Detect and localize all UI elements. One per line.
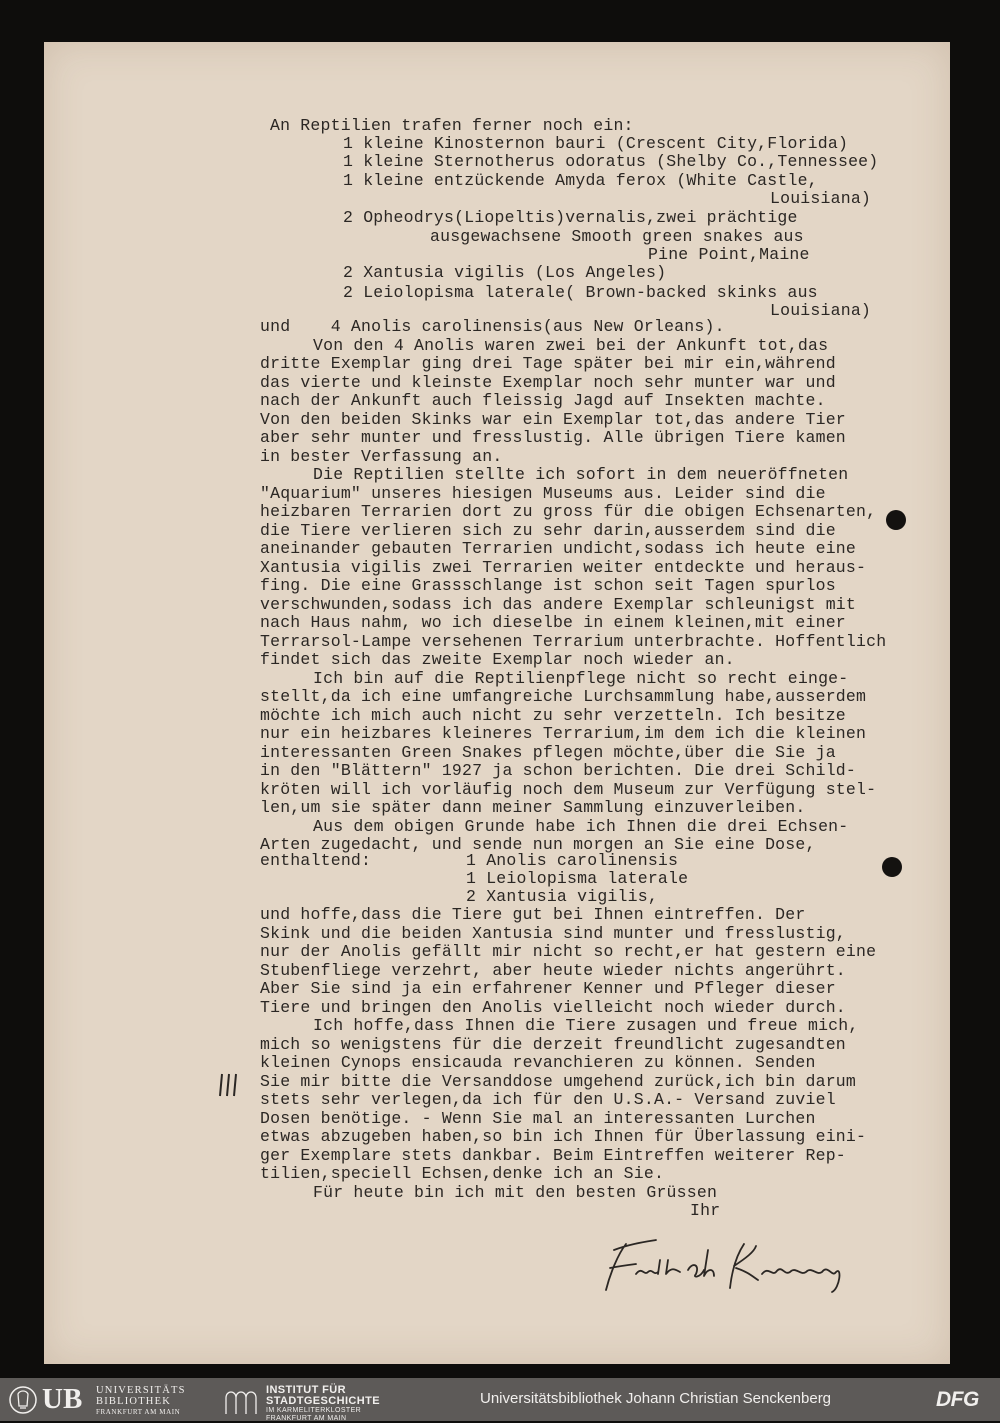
text-line: und hoffe,dass die Tiere gut bei Ihnen eintreffen. Der <box>260 905 806 924</box>
text-line: Aus dem obigen Grunde habe ich Ihnen die drei Echsen- <box>313 817 849 836</box>
text-line: mich so wenigstens für die derzeit freundlicht zugesandten <box>260 1035 846 1054</box>
text-line: Xantusia vigilis zwei Terrarien weiter entdeckte und heraus- <box>260 558 867 577</box>
text-line: Für heute bin ich mit den besten Grüssen <box>313 1183 718 1202</box>
text-line: das vierte und kleinste Exemplar noch sehr munter war und <box>260 373 836 392</box>
text-line: Stubenfliege verzehrt, aber heute wieder nichts angerührt. <box>260 961 846 980</box>
text-line: heizbaren Terrarien dort zu gross für die obigen Echsenarten, <box>260 502 877 521</box>
text-line: verschwunden,sodass ich das andere Exemplar schleunigst mit <box>260 595 856 614</box>
text-line: Aber Sie sind ja ein erfahrener Kenner und Pfleger dieser <box>260 979 836 998</box>
dfg-logo: DFG <box>936 1388 979 1411</box>
text-line: 2 Xantusia vigilis, <box>466 887 658 906</box>
text-line: stellt,da ich eine umfangreiche Lurchsammlung habe,ausserdem <box>260 687 867 706</box>
ub-logo-text <box>96 1385 186 1418</box>
isg-arches-icon <box>222 1384 258 1416</box>
text-line: interessanten Green Snakes pflegen möchte,über die Sie ja <box>260 743 836 762</box>
text-line: 2 Xantusia vigilis (Los Angeles) <box>343 263 667 282</box>
text-line: Ich bin auf die Reptilienpflege nicht so recht einge- <box>313 669 849 688</box>
text-line: Die Reptilien stellte ich sofort in dem neueröffneten <box>313 465 849 484</box>
text-line: Louisiana) <box>770 189 872 208</box>
text-line: Arten zugedacht, und sende nun morgen an Sie eine Dose, <box>260 835 816 854</box>
text-line: fing. Die eine Grassschlange ist schon seit Tagen spurlos <box>260 576 836 595</box>
text-line: aneinander gebauten Terrarien undicht,sodass ich heute eine <box>260 539 856 558</box>
text-line: und 4 Anolis carolinensis(aus New Orleans). <box>260 317 725 336</box>
text-line: nach der Ankunft auch fleissig Jagd auf Insekten machte. <box>260 391 826 410</box>
text-line: ger Exemplare stets dankbar. Beim Eintreffen weiterer Rep- <box>260 1146 846 1165</box>
text-line: Dosen benötige. - Wenn Sie mal an interessanten Lurchen <box>260 1109 816 1128</box>
isg-logo-text <box>266 1385 380 1423</box>
isg-line-1: INSTITUT FÜR <box>266 1384 346 1396</box>
text-line: in den "Blättern" 1927 ja schon berichten. Die drei Schild- <box>260 761 856 780</box>
isg-line-2: STADTGESCHICHTE <box>266 1395 380 1407</box>
text-line: Pine Point,Maine <box>648 245 810 264</box>
text-line: Von den 4 Anolis waren zwei bei der Ankunft tot,das <box>313 336 829 355</box>
text-line: 1 kleine entzückende Amyda ferox (White Castle, <box>343 171 818 190</box>
text-line: len,um sie später dann meiner Sammlung einzuverleiben. <box>260 798 806 817</box>
text-line: 1 Anolis carolinensis <box>466 851 679 870</box>
isg-line-4: FRANKFURT AM MAIN <box>266 1415 347 1422</box>
text-line: nur ein heizbares kleineres Terrarium,im dem ich die kleinen <box>260 724 867 743</box>
text-line: Ihr <box>690 1201 721 1220</box>
text-line: Von den beiden Skinks war ein Exemplar tot,das andere Tier <box>260 410 846 429</box>
punch-hole-bottom <box>882 857 902 877</box>
text-line: "Aquarium" unseres hiesigen Museums aus. Leider sind die <box>260 484 826 503</box>
ub-logo-letters: UB <box>42 1383 83 1415</box>
text-line: kröten will ich vorläufig noch dem Museum zur Verfügung stel- <box>260 780 877 799</box>
ub-crest-icon <box>8 1384 38 1416</box>
text-line: nur der Anolis gefällt mir nicht so recht,er hat gestern eine <box>260 942 877 961</box>
text-line: dritte Exemplar ging drei Tage später bei mir ein,während <box>260 354 836 373</box>
ub-line-1: UNIVERSITÄTS <box>96 1385 186 1396</box>
text-line: ausgewachsene Smooth green snakes aus <box>430 227 804 246</box>
text-line: 1 kleine Sternotherus odoratus (Shelby Co.,Tennessee) <box>343 152 879 171</box>
text-line: Louisiana) <box>770 301 872 320</box>
text-line: An Reptilien trafen ferner noch ein: <box>270 116 634 135</box>
ub-line-3: FRANKFURT AM MAIN <box>96 1408 181 1416</box>
text-line: 2 Opheodrys(Liopeltis)vernalis,zwei prächtige <box>343 208 798 227</box>
text-line: in bester Verfassung an. <box>260 447 503 466</box>
text-line: möchte ich mich auch nicht zu sehr verzetteln. Ich besitze <box>260 706 846 725</box>
text-line: Tiere und bringen den Anolis vielleicht noch wieder durch. <box>260 998 846 1017</box>
text-line: Skink und die beiden Xantusia sind munter und fresslustig, <box>260 924 846 943</box>
text-line: nach Haus nahm, wo ich dieselbe in einem kleinen,mit einer <box>260 613 846 632</box>
text-line: tilien,speciell Echsen,denke ich an Sie. <box>260 1164 665 1183</box>
text-line: 2 Leiolopisma laterale( Brown-backed skinks aus <box>343 283 818 302</box>
text-line: 1 kleine Kinosternon bauri (Crescent City,Florida) <box>343 134 849 153</box>
signature <box>596 1230 866 1300</box>
isg-line-3: IM KARMELITERKLOSTER <box>266 1407 362 1414</box>
text-line: die Tiere verlieren sich zu sehr darin,ausserdem sind die <box>260 521 836 540</box>
text-line: findet sich das zweite Exemplar noch wieder an. <box>260 650 735 669</box>
footer-bar <box>0 1378 1000 1421</box>
text-line: Sie mir bitte die Versanddose umgehend zurück,ich bin darum <box>260 1072 856 1091</box>
text-line: enthaltend: <box>260 851 372 870</box>
text-line: 1 Leiolopisma laterale <box>466 869 689 888</box>
text-line: kleinen Cynops ensicauda revanchieren zu können. Senden <box>260 1053 816 1072</box>
text-line: Terrarsol-Lampe versehenen Terrarium unterbrachte. Hoffentlich <box>260 632 887 651</box>
punch-hole-top <box>886 510 906 530</box>
text-line: etwas abzugeben haben,so bin ich Ihnen für Überlassung eini- <box>260 1127 867 1146</box>
ub-line-2: BIBLIOTHEK <box>96 1396 171 1407</box>
text-line: stets sehr verlegen,da ich für den U.S.A.- Versand zuviel <box>260 1090 836 1109</box>
text-line: Ich hoffe,dass Ihnen die Tiere zusagen und freue mich, <box>313 1016 859 1035</box>
margin-mark-icon <box>218 1072 240 1098</box>
text-line: aber sehr munter und fresslustig. Alle übrigen Tiere kamen <box>260 428 846 447</box>
library-name: Universitätsbibliothek Johann Christian Senckenberg <box>480 1390 832 1407</box>
